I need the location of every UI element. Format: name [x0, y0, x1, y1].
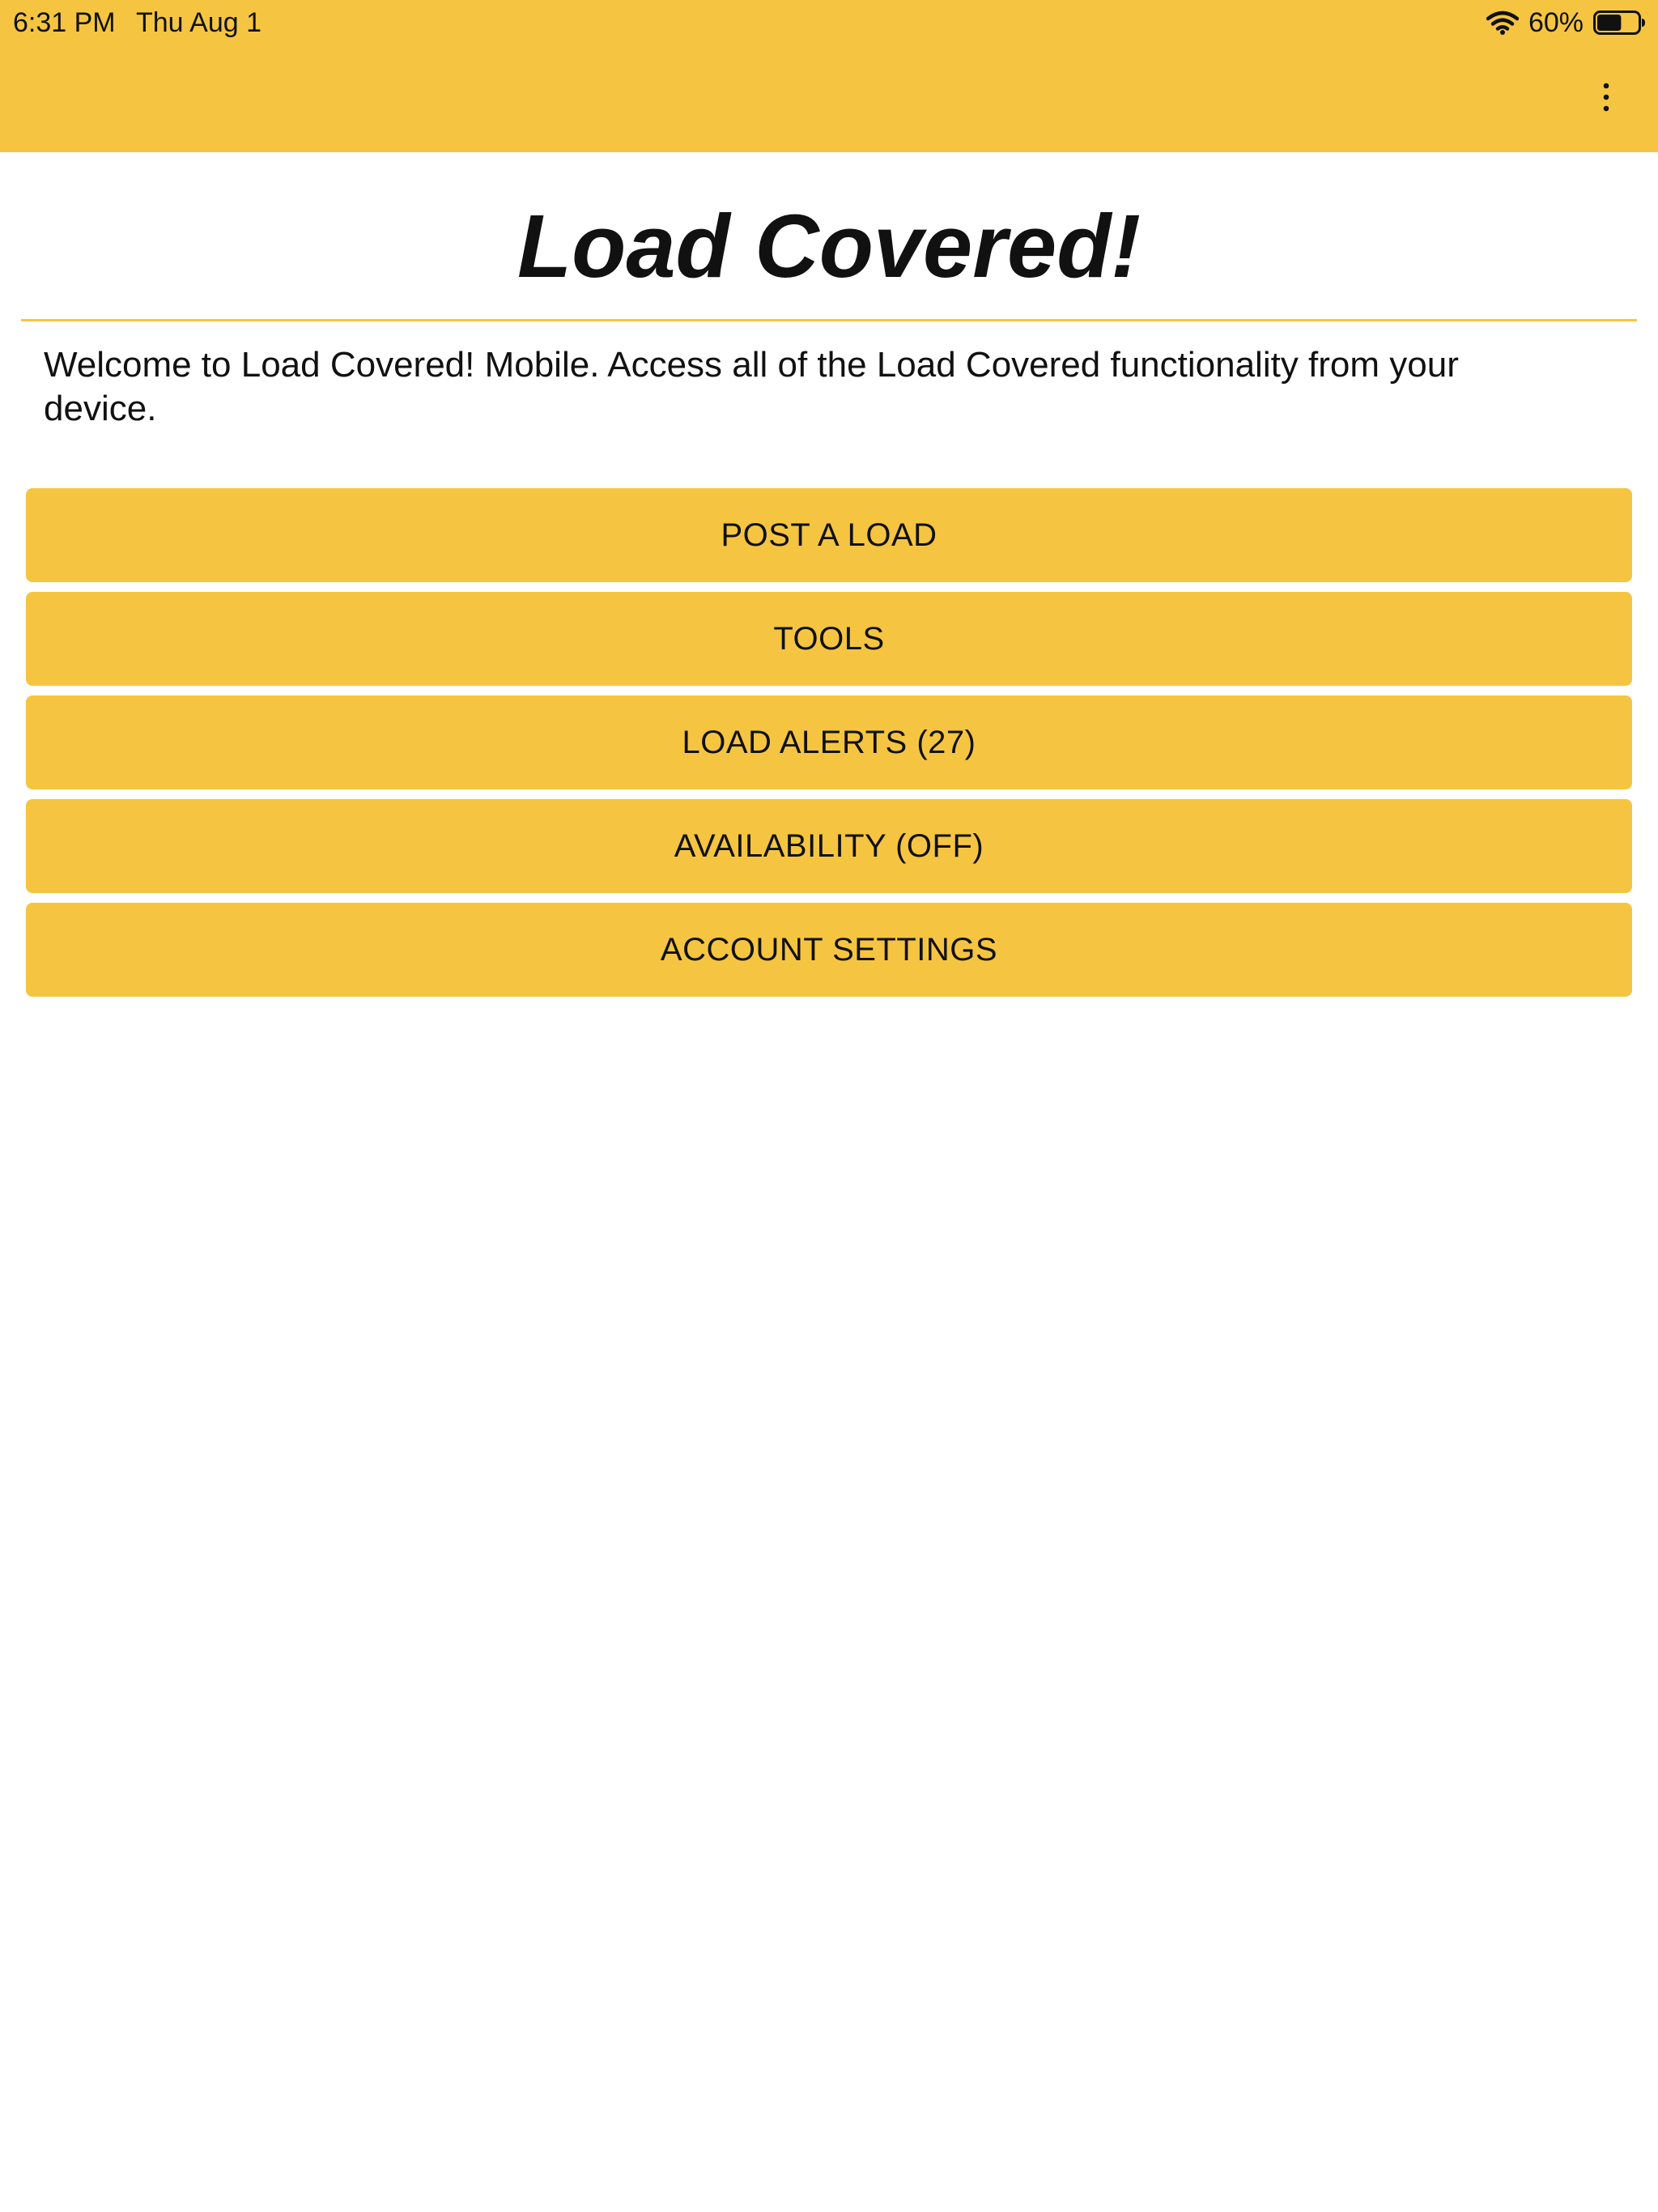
page-title: Load Covered!: [517, 197, 1141, 296]
load-alerts-button[interactable]: LOAD ALERTS (27): [26, 696, 1632, 789]
tools-button[interactable]: TOOLS: [26, 592, 1632, 686]
main-menu: [26, 488, 1632, 1006]
more-vertical-icon: [1601, 81, 1611, 113]
availability-button[interactable]: AVAILABILITY (OFF): [26, 799, 1632, 893]
battery-percent: 60%: [1528, 7, 1584, 38]
more-options-button[interactable]: [1587, 74, 1626, 120]
top-app-bar: [0, 0, 1658, 152]
welcome-message: Welcome to Load Covered! Mobile. Access all of the Load Covered functionality from your device.: [44, 345, 1459, 428]
status-indicators: [1486, 6, 1647, 39]
wifi-icon: [1486, 10, 1519, 36]
account-settings-button[interactable]: ACCOUNT SETTINGS: [26, 903, 1632, 997]
battery-icon: [1593, 10, 1647, 36]
title-divider: [21, 319, 1637, 321]
status-time: 6:31 PM: [13, 7, 116, 38]
status-date: Thu Aug 1: [136, 7, 262, 38]
post-a-load-button[interactable]: POST A LOAD: [26, 488, 1632, 582]
